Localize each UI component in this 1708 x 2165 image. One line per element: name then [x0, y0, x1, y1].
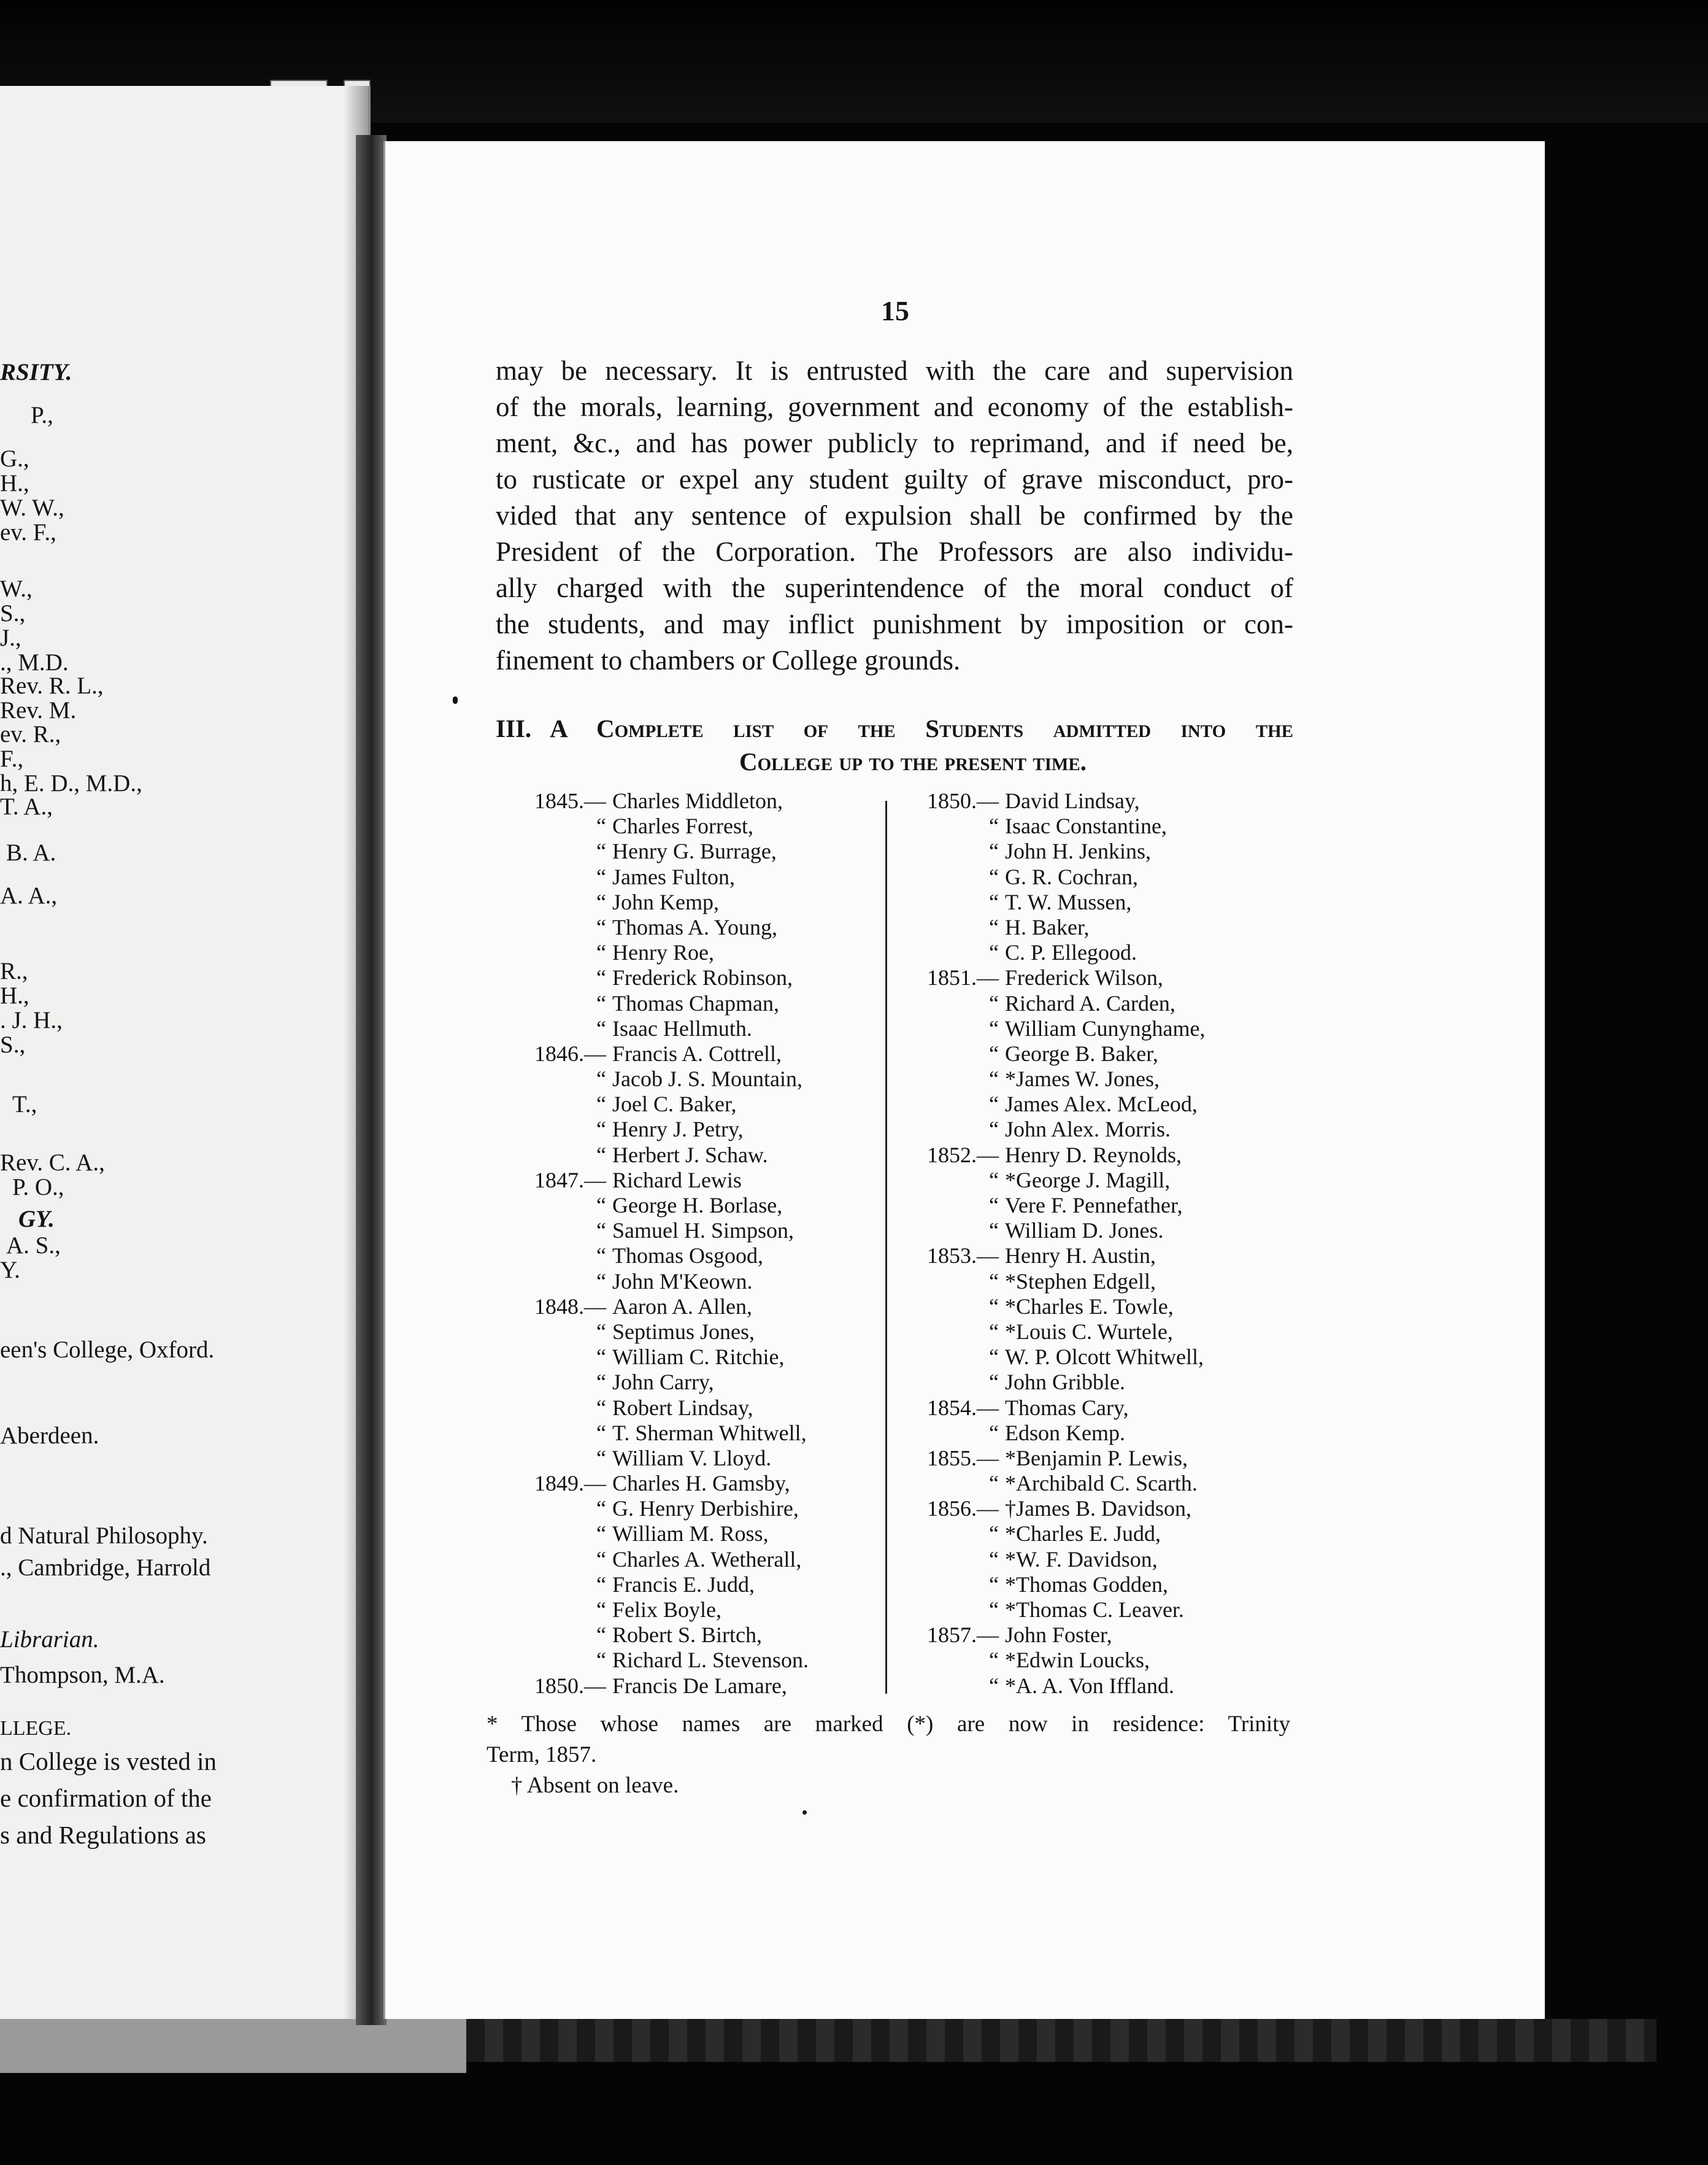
- entry-year: “: [989, 1648, 999, 1673]
- scan-edge-strip: [429, 2019, 1656, 2062]
- entry-year: 1849.—: [534, 1471, 606, 1496]
- entry-year: “: [989, 1345, 999, 1370]
- entry-year: 1850.—: [927, 789, 999, 813]
- left-page-line: T.,: [12, 1091, 37, 1117]
- book-spine: [356, 135, 387, 2025]
- student-name: Vere F. Pennefather,: [1005, 1193, 1183, 1218]
- entry-year: “: [989, 1471, 999, 1496]
- paragraph-line: ment, &c., and has power publicly to reprimand, and if need be,: [496, 428, 1293, 458]
- student-name: Robert Lindsay,: [612, 1395, 753, 1420]
- student-entry: [526, 1597, 870, 1623]
- entry-year: “: [596, 1445, 606, 1470]
- student-entry: [526, 1193, 870, 1218]
- entry-year: “: [989, 1268, 999, 1294]
- student-entry: [919, 1193, 1318, 1218]
- entry-year: “: [989, 1016, 999, 1041]
- student-entry: [919, 1319, 1318, 1345]
- entry-year: “: [989, 889, 999, 914]
- student-entry: [526, 1421, 870, 1446]
- left-page-line: G.,: [0, 446, 29, 472]
- body-paragraph: [496, 353, 1293, 679]
- entry-year: “: [596, 839, 606, 864]
- entry-year: “: [596, 1420, 606, 1445]
- student-name: *Thomas C. Leaver.: [1005, 1597, 1184, 1622]
- left-page-line: s and Regulations as: [0, 1821, 206, 1849]
- student-name: Thomas Osgood,: [612, 1243, 763, 1268]
- student-name: T. Sherman Whitwell,: [612, 1420, 807, 1445]
- entry-year: “: [989, 1067, 999, 1092]
- entry-year: 1853.—: [927, 1243, 999, 1268]
- left-page-line: H.,: [0, 470, 29, 496]
- entry-year: “: [989, 864, 999, 889]
- students-column-left: [526, 789, 870, 1699]
- student-name: William Cunynghame,: [1005, 1016, 1206, 1041]
- student-name: *Edwin Loucks,: [1005, 1648, 1150, 1673]
- student-entry: [919, 1446, 1318, 1471]
- student-name: *Charles E. Judd,: [1005, 1521, 1161, 1546]
- student-name: G. R. Cochran,: [1005, 864, 1138, 889]
- left-page-line: W.,: [0, 576, 33, 602]
- left-page-line: Thompson, M.A.: [0, 1662, 165, 1688]
- left-page-line: Rev. M.: [0, 697, 77, 724]
- student-entry: [919, 1041, 1318, 1067]
- student-entry: [526, 839, 870, 864]
- section-heading-line: College up to the present time.: [739, 747, 1087, 776]
- entry-year: “: [989, 814, 999, 839]
- student-entry: [919, 1471, 1318, 1496]
- student-name: Samuel H. Simpson,: [612, 1218, 794, 1243]
- student-entry: [526, 1218, 870, 1243]
- student-entry: [526, 865, 870, 890]
- entry-year: “: [989, 940, 999, 965]
- student-name: Felix Boyle,: [612, 1597, 721, 1622]
- left-page-line: W. W.,: [0, 495, 64, 521]
- student-name: T. W. Mussen,: [1005, 889, 1132, 914]
- student-name: Charles A. Wetherall,: [612, 1546, 802, 1572]
- student-entry: [919, 1370, 1318, 1395]
- student-name: Henry H. Austin,: [1005, 1243, 1156, 1268]
- entry-year: “: [596, 1623, 606, 1648]
- ink-speck: [802, 1810, 807, 1815]
- student-entry: [526, 1521, 870, 1546]
- student-entry: [526, 1269, 870, 1294]
- left-page-line: d Natural Philosophy.: [0, 1522, 208, 1549]
- main-page: [383, 141, 1545, 2019]
- entry-year: “: [989, 914, 999, 940]
- entry-year: “: [596, 1243, 606, 1268]
- student-name: Richard Lewis: [612, 1167, 742, 1192]
- student-entry: [919, 1117, 1318, 1142]
- student-entry: [919, 1345, 1318, 1370]
- student-name: Richard A. Carden,: [1005, 990, 1175, 1016]
- student-name: Francis De Lamare,: [612, 1673, 787, 1698]
- student-entry: [526, 1294, 870, 1319]
- student-name: James Fulton,: [612, 864, 736, 889]
- student-name: Henry Roe,: [612, 940, 714, 965]
- student-entry: [526, 1496, 870, 1521]
- left-page-line: S.,: [0, 1032, 26, 1058]
- student-entry: [919, 1547, 1318, 1572]
- student-entry: [526, 940, 870, 965]
- entry-year: “: [989, 1117, 999, 1142]
- student-name: *George J. Magill,: [1005, 1167, 1171, 1192]
- section-heading: [496, 712, 1293, 778]
- student-name: James Alex. McLeod,: [1005, 1092, 1198, 1117]
- student-name: David Lindsay,: [1005, 789, 1140, 813]
- student-name: *Charles E. Towle,: [1005, 1294, 1174, 1319]
- student-name: Charles Middleton,: [612, 789, 783, 813]
- student-entry: [919, 839, 1318, 864]
- entry-year: “: [989, 1572, 999, 1597]
- entry-year: “: [989, 839, 999, 864]
- student-entry: [526, 1041, 870, 1067]
- student-name: George H. Borlase,: [612, 1193, 783, 1218]
- student-entry: [526, 1168, 870, 1193]
- student-name: John M'Keown.: [612, 1268, 753, 1294]
- student-entry: [526, 814, 870, 839]
- entry-year: 1854.—: [927, 1395, 999, 1420]
- entry-year: 1848.—: [534, 1294, 606, 1319]
- student-entry: [526, 1319, 870, 1345]
- entry-year: “: [596, 1117, 606, 1142]
- footnote-absent: † Absent on leave.: [511, 1773, 679, 1798]
- entry-year: “: [989, 1597, 999, 1622]
- scan-edge-strip: [0, 2016, 466, 2073]
- entry-year: “: [596, 965, 606, 990]
- student-entry: [526, 1345, 870, 1370]
- left-page-line: ., M.D.: [0, 649, 69, 676]
- entry-year: “: [596, 1067, 606, 1092]
- student-name: Charles Forrest,: [612, 814, 753, 839]
- entry-year: “: [596, 1546, 606, 1572]
- left-page-line: ev. R.,: [0, 721, 61, 747]
- entry-year: 1846.—: [534, 1041, 606, 1066]
- student-name: John Foster,: [1005, 1623, 1112, 1648]
- left-page-line: H.,: [0, 982, 29, 1009]
- student-name: G. Henry Derbishire,: [612, 1496, 799, 1521]
- left-page-line: ev. F.,: [0, 519, 56, 546]
- entry-year: “: [989, 1521, 999, 1546]
- student-entry: [919, 1496, 1318, 1521]
- student-entry: [526, 991, 870, 1016]
- student-name: Joel C. Baker,: [612, 1092, 737, 1117]
- student-name: Henry G. Burrage,: [612, 839, 777, 864]
- section-heading-text: A Complete list of the Students admitted into the: [550, 714, 1293, 743]
- entry-year: “: [596, 1319, 606, 1344]
- entry-year: “: [596, 1648, 606, 1673]
- footnote-residence-cont: Term, 1857.: [487, 1742, 597, 1767]
- student-name: Thomas A. Young,: [612, 914, 778, 940]
- left-page-line: B. A.: [6, 839, 56, 866]
- student-name: William D. Jones.: [1005, 1218, 1164, 1243]
- left-page-line: F.,: [0, 746, 24, 772]
- student-name: John Carry,: [612, 1370, 714, 1395]
- student-entry: [526, 1092, 870, 1117]
- student-entry: [919, 1218, 1318, 1243]
- student-name: Francis E. Judd,: [612, 1572, 755, 1597]
- student-entry: [526, 1143, 870, 1168]
- left-page-line: RSITY.: [0, 359, 72, 385]
- student-entry: [919, 965, 1318, 990]
- student-entry: [526, 1673, 870, 1699]
- student-name: Thomas Cary,: [1005, 1395, 1129, 1420]
- footnote-residence: * Those whose names are marked (*) are now in residence: Trinity: [487, 1712, 1290, 1737]
- student-entry: [919, 1421, 1318, 1446]
- footnotes: [487, 1709, 1290, 1801]
- left-page-line: P. O.,: [12, 1174, 64, 1200]
- entry-year: “: [596, 1092, 606, 1117]
- student-entry: [526, 1395, 870, 1421]
- entry-year: “: [596, 1370, 606, 1395]
- student-entry: [526, 1471, 870, 1496]
- left-page-line: Rev. C. A.,: [0, 1149, 105, 1176]
- left-page-line: e confirmation of the: [0, 1784, 212, 1812]
- student-entry: [919, 1269, 1318, 1294]
- left-page-line: Rev. R. L.,: [0, 673, 104, 699]
- student-name: Richard L. Stevenson.: [612, 1648, 809, 1673]
- paragraph-line: President of the Corporation. The Professors are also individu-: [496, 536, 1293, 567]
- left-page-line: ., Cambridge, Harrold: [0, 1554, 211, 1581]
- student-name: Aaron A. Allen,: [612, 1294, 752, 1319]
- student-entry: [919, 1597, 1318, 1623]
- student-name: William V. Lloyd.: [612, 1445, 772, 1470]
- entry-year: “: [596, 1218, 606, 1243]
- student-entry: [919, 1092, 1318, 1117]
- column-divider: [885, 801, 887, 1694]
- entry-year: 1851.—: [927, 965, 999, 990]
- student-entry: [919, 1521, 1318, 1546]
- student-entry: [919, 1673, 1318, 1699]
- student-entry: [526, 1547, 870, 1572]
- student-name: *Louis C. Wurtele,: [1005, 1319, 1173, 1344]
- section-numeral: III.: [496, 714, 532, 743]
- student-entry: [919, 1143, 1318, 1168]
- entry-year: “: [989, 1546, 999, 1572]
- entry-year: “: [596, 1016, 606, 1041]
- student-name: William M. Ross,: [612, 1521, 769, 1546]
- entry-year: “: [989, 1041, 999, 1066]
- student-name: Herbert J. Schaw.: [612, 1142, 768, 1167]
- student-entry: [526, 1572, 870, 1597]
- student-entry: [919, 1294, 1318, 1319]
- student-entry: [526, 1117, 870, 1142]
- student-entry: [526, 965, 870, 990]
- left-page-line: T. A.,: [0, 793, 53, 820]
- entry-year: “: [596, 914, 606, 940]
- student-name: Isaac Constantine,: [1005, 814, 1167, 839]
- entry-year: “: [596, 1395, 606, 1420]
- student-entry: [526, 1016, 870, 1041]
- left-page-line: Y.: [0, 1257, 20, 1283]
- student-entry: [526, 1648, 870, 1673]
- student-entry: [919, 865, 1318, 890]
- entry-year: “: [596, 990, 606, 1016]
- paragraph-line: of the morals, learning, government and economy of the establish-: [496, 392, 1293, 422]
- student-entry: [526, 1446, 870, 1471]
- student-name: †James B. Davidson,: [1005, 1496, 1191, 1521]
- entry-year: “: [596, 889, 606, 914]
- student-name: Francis A. Cottrell,: [612, 1041, 782, 1066]
- page-number: 15: [881, 295, 909, 326]
- student-entry: [526, 1623, 870, 1648]
- student-entry: [919, 915, 1318, 940]
- entry-year: “: [989, 1167, 999, 1192]
- student-name: William C. Ritchie,: [612, 1345, 785, 1370]
- entry-year: “: [989, 1193, 999, 1218]
- student-entry: [919, 1395, 1318, 1421]
- entry-year: “: [989, 1370, 999, 1395]
- student-entry: [526, 1067, 870, 1092]
- student-name: Henry D. Reynolds,: [1005, 1142, 1182, 1167]
- ink-speck: [453, 697, 458, 704]
- left-page: [0, 86, 371, 2019]
- student-name: W. P. Olcott Whitwell,: [1005, 1345, 1204, 1370]
- student-name: Thomas Chapman,: [612, 990, 779, 1016]
- student-name: *James W. Jones,: [1005, 1067, 1160, 1092]
- entry-year: “: [989, 990, 999, 1016]
- student-name: Jacob J. S. Mountain,: [612, 1067, 802, 1092]
- entry-year: 1845.—: [534, 789, 606, 813]
- left-page-line: Aberdeen.: [0, 1422, 99, 1449]
- entry-year: “: [596, 864, 606, 889]
- student-entry: [919, 1623, 1318, 1648]
- entry-year: “: [596, 1345, 606, 1370]
- entry-year: “: [596, 1193, 606, 1218]
- left-page-line: een's College, Oxford.: [0, 1337, 215, 1363]
- student-entry: [526, 1243, 870, 1268]
- entry-year: “: [596, 1597, 606, 1622]
- student-entry: [919, 1168, 1318, 1193]
- student-entry: [526, 789, 870, 814]
- paragraph-line: finement to chambers or College grounds.: [496, 645, 961, 676]
- entry-year: 1850.—: [534, 1673, 606, 1698]
- paragraph-line: may be necessary. It is entrusted with the care and supervision: [496, 355, 1293, 386]
- left-page-line: h, E. D., M.D.,: [0, 770, 142, 797]
- left-page-line: LLEGE.: [0, 1717, 72, 1740]
- student-name: *Archibald C. Scarth.: [1005, 1471, 1198, 1496]
- student-name: C. P. Ellegood.: [1005, 940, 1137, 965]
- left-page-line: GY.: [18, 1206, 55, 1232]
- student-entry: [919, 890, 1318, 915]
- entry-year: “: [989, 1673, 999, 1698]
- student-entry: [919, 940, 1318, 965]
- student-entry: [919, 1648, 1318, 1673]
- student-name: *Thomas Godden,: [1005, 1572, 1168, 1597]
- paragraph-line: to rusticate or expel any student guilty of grave misconduct, pro-: [496, 464, 1293, 495]
- left-page-line: Librarian.: [0, 1626, 99, 1653]
- student-entry: [919, 1572, 1318, 1597]
- student-entry: [919, 1067, 1318, 1092]
- student-entry: [919, 1016, 1318, 1041]
- student-name: John Kemp,: [612, 889, 719, 914]
- entry-year: “: [989, 1294, 999, 1319]
- entry-year: “: [596, 1268, 606, 1294]
- left-page-line: n College is vested in: [0, 1747, 217, 1775]
- student-name: John Gribble.: [1005, 1370, 1125, 1395]
- student-entry: [919, 991, 1318, 1016]
- paragraph-line: vided that any sentence of expulsion shall be confirmed by the: [496, 500, 1293, 531]
- student-name: Frederick Wilson,: [1005, 965, 1163, 990]
- left-page-line: A. A.,: [0, 882, 58, 909]
- left-page-line: P.,: [31, 402, 53, 428]
- entry-year: 1857.—: [927, 1623, 999, 1648]
- student-entry: [526, 915, 870, 940]
- student-entry: [526, 1370, 870, 1395]
- paragraph-line: the students, and may inflict punishment by imposition or con-: [496, 609, 1293, 639]
- left-page-line: R.,: [0, 958, 28, 984]
- student-name: H. Baker,: [1005, 914, 1090, 940]
- entry-year: “: [989, 1218, 999, 1243]
- entry-year: 1852.—: [927, 1142, 999, 1167]
- student-name: *Benjamin P. Lewis,: [1005, 1445, 1188, 1470]
- student-entry: [526, 890, 870, 915]
- students-column-right: [919, 789, 1318, 1699]
- entry-year: “: [989, 1420, 999, 1445]
- entry-year: “: [596, 814, 606, 839]
- student-entry: [919, 1243, 1318, 1268]
- student-name: Septimus Jones,: [612, 1319, 755, 1344]
- left-page-line: J.,: [0, 625, 21, 651]
- entry-year: “: [989, 1319, 999, 1344]
- student-name: John H. Jenkins,: [1005, 839, 1152, 864]
- student-name: Frederick Robinson,: [612, 965, 793, 990]
- entry-year: “: [596, 1142, 606, 1167]
- student-name: *A. A. Von Iffland.: [1005, 1673, 1175, 1698]
- student-name: John Alex. Morris.: [1005, 1117, 1171, 1142]
- student-name: Edson Kemp.: [1005, 1420, 1125, 1445]
- student-name: *W. F. Davidson,: [1005, 1546, 1158, 1572]
- left-page-line: A. S.,: [6, 1232, 61, 1259]
- entry-year: “: [596, 1521, 606, 1546]
- student-name: George B. Baker,: [1005, 1041, 1158, 1066]
- entry-year: 1856.—: [927, 1496, 999, 1521]
- left-page-line: . J. H.,: [0, 1007, 63, 1033]
- student-name: Isaac Hellmuth.: [612, 1016, 752, 1041]
- student-name: Robert S. Birtch,: [612, 1623, 762, 1648]
- entry-year: 1855.—: [927, 1445, 999, 1470]
- left-page-line: S.,: [0, 600, 26, 627]
- section-heading-line: [496, 712, 1293, 745]
- entry-year: “: [989, 1092, 999, 1117]
- entry-year: “: [596, 1572, 606, 1597]
- student-name: *Stephen Edgell,: [1005, 1268, 1156, 1294]
- paragraph-line: ally charged with the superintendence of the moral conduct of: [496, 573, 1293, 603]
- entry-year: “: [596, 940, 606, 965]
- student-entry: [919, 814, 1318, 839]
- student-name: Charles H. Gamsby,: [612, 1471, 790, 1496]
- entry-year: “: [596, 1496, 606, 1521]
- student-entry: [919, 789, 1318, 814]
- entry-year: 1847.—: [534, 1167, 606, 1192]
- student-name: Henry J. Petry,: [612, 1117, 744, 1142]
